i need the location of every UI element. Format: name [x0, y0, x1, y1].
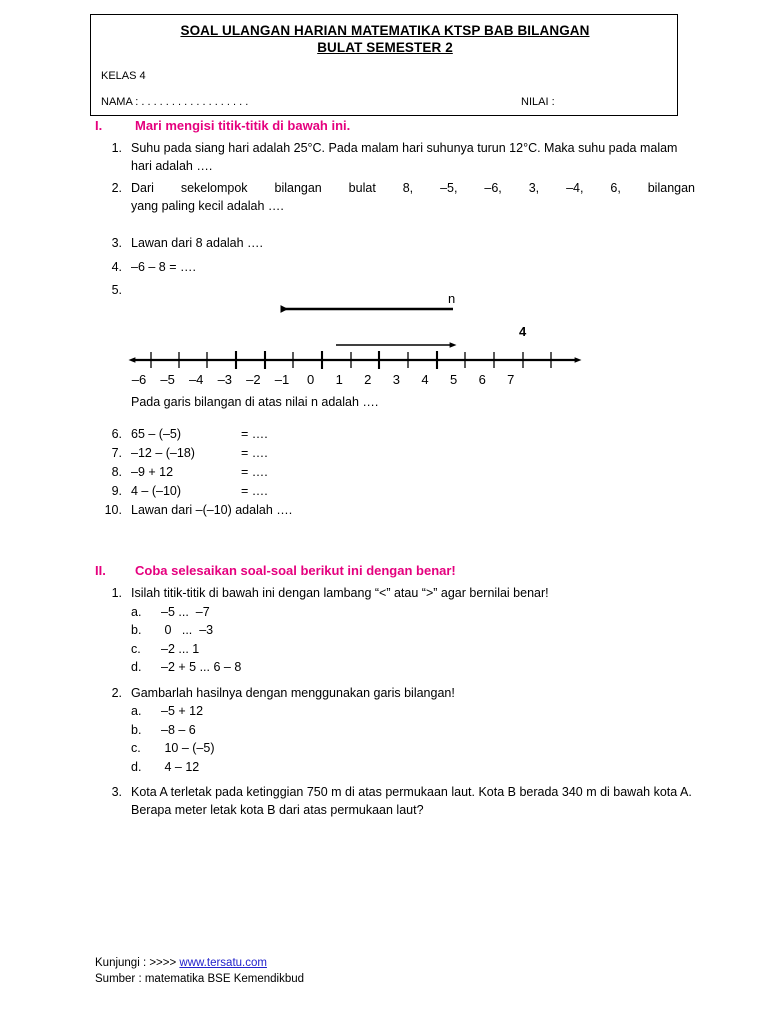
number-line-tick-label: 1 [335, 372, 343, 387]
question-number: 3. [111, 785, 122, 799]
equation-expression: 4 – (–10) [131, 484, 182, 498]
number-line-figure [95, 292, 695, 400]
number-line-tick-label: –1 [274, 372, 290, 387]
equation-expression: –12 – (–18) [131, 446, 195, 460]
question-item [95, 784, 695, 819]
section-1-heading [95, 117, 695, 134]
equation-expression: Lawan dari –(–10) adalah …. [131, 503, 293, 517]
sub-item [95, 758, 695, 777]
section-2 [95, 562, 695, 819]
section-1-heading-text: Mari mengisi titik-titik di bawah ini. [135, 118, 351, 133]
exam-header-box [90, 14, 678, 116]
sub-item [95, 721, 695, 740]
sub-item-text: –2 ... 1 [161, 641, 200, 656]
question-text-line: agar bernilai benar! [440, 586, 549, 600]
question-text-line: Dari sekelompok bilangan bulat 8, –5, –6, 3, –4, 6, bilangan [131, 181, 695, 195]
number-line-tick-label: 6 [478, 372, 486, 387]
nilai-field-label[interactable]: NILAI : [521, 96, 555, 108]
section-2-heading-text: Coba selesaikan soal-soal berikut ini dengan benar! [135, 563, 456, 578]
sub-item-text: 10 – (–5) [161, 741, 215, 755]
number-line-tick-label: 5 [449, 372, 458, 387]
section-2-heading [95, 562, 695, 579]
number-line-tick-label: –2 [246, 372, 261, 387]
question-number: 1. [111, 141, 122, 155]
nama-field-label[interactable]: NAMA : . . . . . . . . . . . . . . . . . . [101, 96, 249, 108]
question-text-line: Isilah titik-titik di bawah ini dengan lambang “<” atau “>” [131, 586, 438, 600]
number-line-label-n: n [448, 291, 456, 306]
question-text-line: Suhu pada siang hari adalah 25°C. Pada malam hari suhunya [131, 141, 474, 155]
question-number: 2. [111, 685, 122, 700]
identity-row [101, 95, 669, 109]
question-item [95, 180, 695, 215]
number-line-label-4: 4 [519, 324, 527, 339]
sub-item [95, 702, 695, 721]
question-number: 6. [111, 427, 122, 441]
question-item [95, 235, 695, 253]
sub-item [95, 658, 695, 677]
footer [95, 955, 304, 987]
section-2-numeral: II. [95, 563, 106, 578]
number-line-tick-label: 7 [507, 372, 515, 387]
number-line-tick-label: 3 [392, 372, 400, 387]
number-line-tick-label: –6 [131, 372, 147, 387]
question-number: 4. [111, 259, 122, 274]
number-line-tick-label: –4 [188, 372, 204, 387]
question-number: 1. [111, 586, 122, 600]
sub-item-label: c. [131, 741, 141, 755]
sub-item-text: –2 + 5 ... 6 – 8 [161, 660, 242, 674]
footer-source-line: Sumber : matematika BSE Kemendikbud [95, 973, 305, 985]
equation-item [95, 463, 695, 482]
number-line-caption [95, 394, 695, 412]
question-text [131, 140, 695, 175]
number-line-caption-wrap [95, 394, 695, 412]
equation-result: = …. [241, 465, 268, 479]
question-number: 8. [111, 465, 122, 479]
question-text-line: turun 12°C. Maka suhu pada malam hari adalah …. [131, 141, 678, 173]
question-number: 7. [111, 446, 122, 460]
sub-item [95, 640, 695, 659]
number-line-caption-text: Pada garis bilangan di atas nilai n adalah …. [131, 395, 379, 409]
question-text: Gambarlah hasilnya dengan menggunakan garis bilangan! [131, 685, 455, 700]
page-title-line1: SOAL ULANGAN HARIAN MATEMATIKA KTSP BAB BILANGAN [180, 23, 590, 38]
sub-item-text: 4 – 12 [161, 759, 200, 774]
sub-item [95, 603, 695, 622]
number-line-tick-label: 2 [364, 372, 372, 387]
question-item [95, 685, 695, 703]
question-text [131, 784, 695, 819]
equation-item [95, 425, 695, 444]
sub-item [95, 621, 695, 640]
number-line-tick-label: –5 [160, 372, 175, 387]
footer-visit-prefix: Kunjungi : >>>> [95, 957, 180, 969]
equation-expression: 65 – (–5) [131, 427, 182, 441]
question-text [131, 180, 695, 215]
question-text-line: Berapa meter letak kota B dari atas permukaan laut? [131, 802, 424, 817]
question-number: 10. [104, 503, 122, 517]
kelas-label: KELAS 4 [101, 70, 146, 82]
footer-visit-line [95, 955, 304, 971]
question-text-line: Kota A terletak pada ketinggian 750 m di atas permukaan laut. [131, 785, 475, 799]
question-text [131, 585, 695, 603]
question-text-line: Kota B berada 340 m di bawah kota A. [478, 785, 692, 799]
question-item [95, 259, 695, 277]
sub-item [95, 739, 695, 758]
question-item [95, 585, 695, 603]
equation-item [95, 501, 695, 520]
equation-item [95, 482, 695, 501]
sub-item-label: c. [131, 641, 141, 656]
question-text-line: yang paling kecil adalah …. [131, 198, 284, 213]
question-number: 5. [111, 283, 122, 297]
equation-result: = …. [241, 427, 268, 441]
sub-item-text: –5 ... –7 [161, 604, 210, 619]
section-1 [95, 117, 695, 300]
question-number: 3. [111, 236, 122, 250]
sub-item-label: b. [131, 722, 142, 737]
section-1-numeral: I. [95, 118, 103, 133]
sub-item-label: d. [131, 759, 142, 774]
question-item [95, 140, 695, 175]
sub-item-label: a. [131, 604, 142, 619]
equation-expression: –9 + 12 [131, 465, 174, 479]
sub-item-text: –8 – 6 [161, 722, 196, 737]
page-title [109, 22, 661, 56]
sub-item-label: b. [131, 623, 142, 637]
question-number: 9. [111, 484, 122, 498]
equation-item [95, 444, 695, 463]
sub-item-label: a. [131, 704, 142, 718]
number-line-tick-label: –3 [217, 372, 233, 387]
page-title-line2: BULAT SEMESTER 2 [317, 40, 453, 55]
equation-list [95, 425, 695, 520]
footer-link[interactable]: www.tersatu.com [179, 957, 267, 969]
sub-item-label: d. [131, 660, 142, 674]
number-line-tick-label: 0 [306, 372, 315, 387]
question-text: –6 – 8 = …. [131, 259, 196, 274]
question-number: 2. [111, 181, 122, 195]
equation-result: = …. [241, 484, 268, 498]
equation-result: = …. [241, 446, 268, 460]
sub-item-text: 0 ... –3 [161, 623, 214, 637]
sub-item-text: –5 + 12 [161, 704, 204, 718]
number-line-tick-label: 4 [421, 372, 429, 387]
question-text: Lawan dari 8 adalah …. [131, 236, 264, 250]
